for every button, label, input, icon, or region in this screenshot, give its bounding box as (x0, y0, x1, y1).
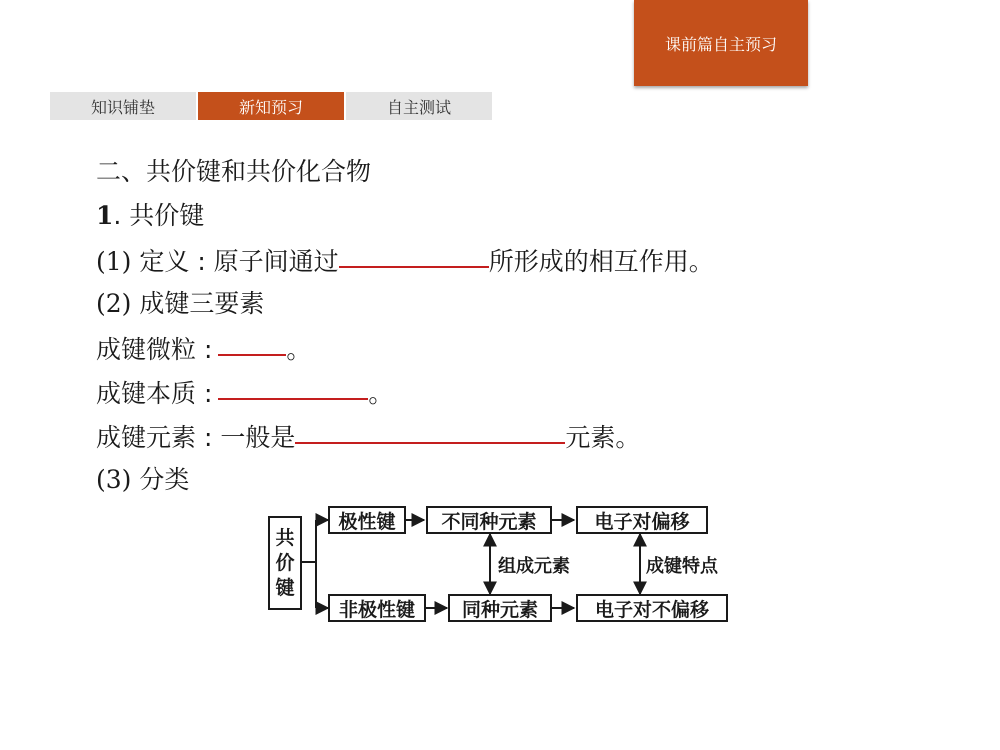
element-line (96, 414, 976, 458)
tab-self-test[interactable]: 自主测试 (346, 92, 492, 120)
root-char-3: 键 (275, 576, 295, 599)
classification-number: (3) (96, 465, 132, 494)
subheading-covalent-bond (96, 194, 976, 238)
definition-prefix: 定义 : 原子间通过 (131, 247, 339, 276)
root-char-1: 共 (275, 526, 295, 549)
tab-bar (50, 92, 492, 120)
polar-bond-box: 极性键 (328, 506, 406, 534)
elements-title: 成键三要素 (131, 289, 265, 318)
element-suffix: 元素。 (565, 423, 641, 452)
tab-new-knowledge[interactable]: 新知预习 (198, 92, 344, 120)
definition-number: (1) (96, 247, 132, 276)
nature-suffix: 。 (368, 379, 394, 408)
element-blank[interactable] (295, 412, 565, 444)
classification-heading (96, 458, 976, 502)
subheading-text: . 共价键 (113, 201, 205, 230)
same-elements-box: 同种元素 (448, 594, 552, 622)
composition-label: 组成元素 (498, 556, 570, 577)
nature-prefix: 成键本质 : (96, 379, 213, 408)
different-elements-box: 不同种元素 (426, 506, 552, 534)
electron-no-shift-box: 电子对不偏移 (576, 594, 728, 622)
electron-shift-box: 电子对偏移 (576, 506, 708, 534)
definition-blank[interactable] (339, 236, 489, 268)
particle-line (96, 326, 976, 370)
tab-knowledge-base[interactable]: 知识铺垫 (50, 92, 196, 120)
elements-number: (2) (96, 289, 132, 318)
classification-title: 分类 (131, 465, 190, 494)
definition-suffix: 所形成的相互作用。 (488, 247, 714, 276)
root-char-2: 价 (275, 551, 295, 574)
section-banner: 课前篇自主预习 (634, 0, 808, 86)
element-prefix: 成键元素 : 一般是 (96, 423, 296, 452)
elements-heading (96, 282, 976, 326)
classification-diagram (262, 500, 742, 640)
particle-prefix: 成键微粒 : (96, 335, 213, 364)
particle-blank[interactable] (218, 324, 286, 356)
feature-label: 成键特点 (646, 556, 718, 577)
particle-suffix: 。 (286, 335, 312, 364)
nonpolar-bond-box: 非极性键 (328, 594, 426, 622)
root-box-covalent-bond (268, 516, 302, 610)
lesson-content (96, 150, 976, 502)
nature-blank[interactable] (218, 368, 368, 400)
section-heading: 二、共价键和共价化合物 (96, 157, 372, 186)
subheading-number: 1 (96, 201, 114, 230)
definition-line (96, 238, 976, 282)
nature-line (96, 370, 976, 414)
